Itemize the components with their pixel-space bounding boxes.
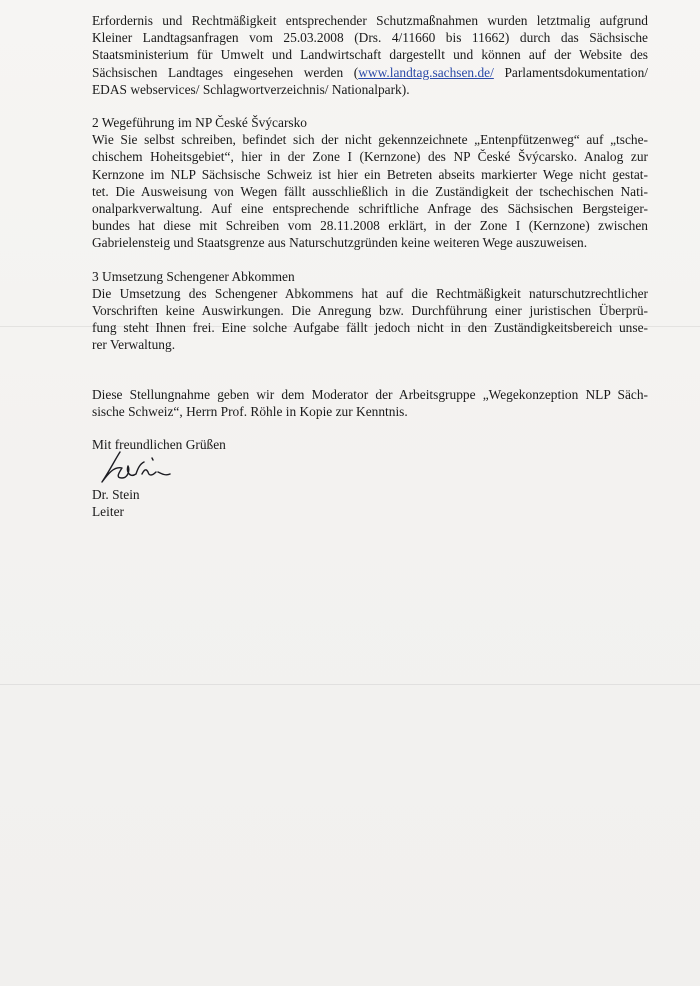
section-2-line: onalparkverwaltung. Auf eine entsprechende schriftliche Anfrage des Sächsischen Bergsteiger- <box>92 201 648 217</box>
section-3-line: Die Umsetzung des Schengener Abkommens hat auf die Rechtmäßigkeit naturschutzrechtlicher <box>92 285 648 301</box>
handwritten-signature <box>92 448 182 490</box>
section-2-line: chischem Hoheitsgebiet“, hier in der Zone I (Kernzone) des NP České Švýcarsko. Analog zur <box>92 149 648 165</box>
intro-line-text: Parlamentsdokumentation/ <box>493 64 648 80</box>
section-2-line: bundes hat diese mit Schreiben vom 28.11.2008 erklärt, in der Zone I (Kernzone) zwischen <box>92 218 648 234</box>
signatory-name: Dr. Stein <box>92 487 140 502</box>
intro-line: Erfordernis und Rechtmäßigkeit entsprechender Schutzmaßnahmen wurden letztmalig aufgrund <box>92 13 648 28</box>
closing-paragraph <box>92 386 648 420</box>
scan-artifact-line <box>0 684 700 685</box>
intro-line-text: Sächsischen Landtages eingesehen werden ( <box>92 64 359 80</box>
section-3 <box>92 268 648 354</box>
intro-paragraph <box>92 12 648 98</box>
section-3-line: Vorschriften keine Auswirkungen. Die Anregung bzw. Durchführung einer juristischen Überprü- <box>92 303 648 319</box>
intro-line: Staatsministerium für Umwelt und Landwirtschaft dargestellt und können auf der Website des <box>92 47 648 63</box>
closing-line: sische Schweiz“, Herrn Prof. Röhle in Kopie zur Kenntnis. <box>92 403 408 419</box>
section-2 <box>92 114 648 252</box>
section-2-heading: 2 Wegeführung im NP České Švýcarsko <box>92 115 308 131</box>
section-3-heading: 3 Umsetzung Schengener Abkommen <box>92 268 295 284</box>
greeting: Mit freundlichen Grüßen <box>92 437 226 452</box>
section-3-line: fung steht Ihnen frei. Eine solche Aufgabe fällt jedoch nicht in den Zuständigkeitsbereich unse- <box>92 320 648 336</box>
section-3-line: rer Verwaltung. <box>92 337 176 353</box>
section-2-line: Kernzone im NLP Sächsische Schweiz ist hier ein Betreten abseits markierter Wege nicht gestat- <box>92 166 648 182</box>
intro-line: Kleiner Landtagsanfragen vom 25.03.2008 (Drs. 4/11660 bis 11662) durch das Sächsische <box>92 30 648 46</box>
landtag-website-link[interactable]: www.landtag.sachsen.de/ <box>358 64 494 80</box>
signatory-title: Leiter <box>92 504 124 520</box>
signatory-block <box>92 486 140 520</box>
section-2-line: Gabrielensteig und Staatsgrenze aus Naturschutzgründen keine weiteren Wege auszuweisen. <box>92 235 588 251</box>
intro-line-with-link <box>92 64 648 81</box>
section-2-line: tet. Die Ausweisung von Wegen fällt ausschließlich in die Zuständigkeit der tschechischen Nati- <box>92 183 648 199</box>
closing-line: Diese Stellungnahme geben wir dem Moderator der Arbeitsgruppe „Wegekonzeption NLP Säch- <box>92 386 648 402</box>
letter-body <box>92 12 648 436</box>
intro-line: EDAS webservices/ Schlagwortverzeichnis/ Nationalpark). <box>92 81 410 97</box>
section-2-line: Wie Sie selbst schreiben, befindet sich der nicht gekennzeichnete „Entenpfützenweg“ auf „tsche- <box>92 132 648 148</box>
